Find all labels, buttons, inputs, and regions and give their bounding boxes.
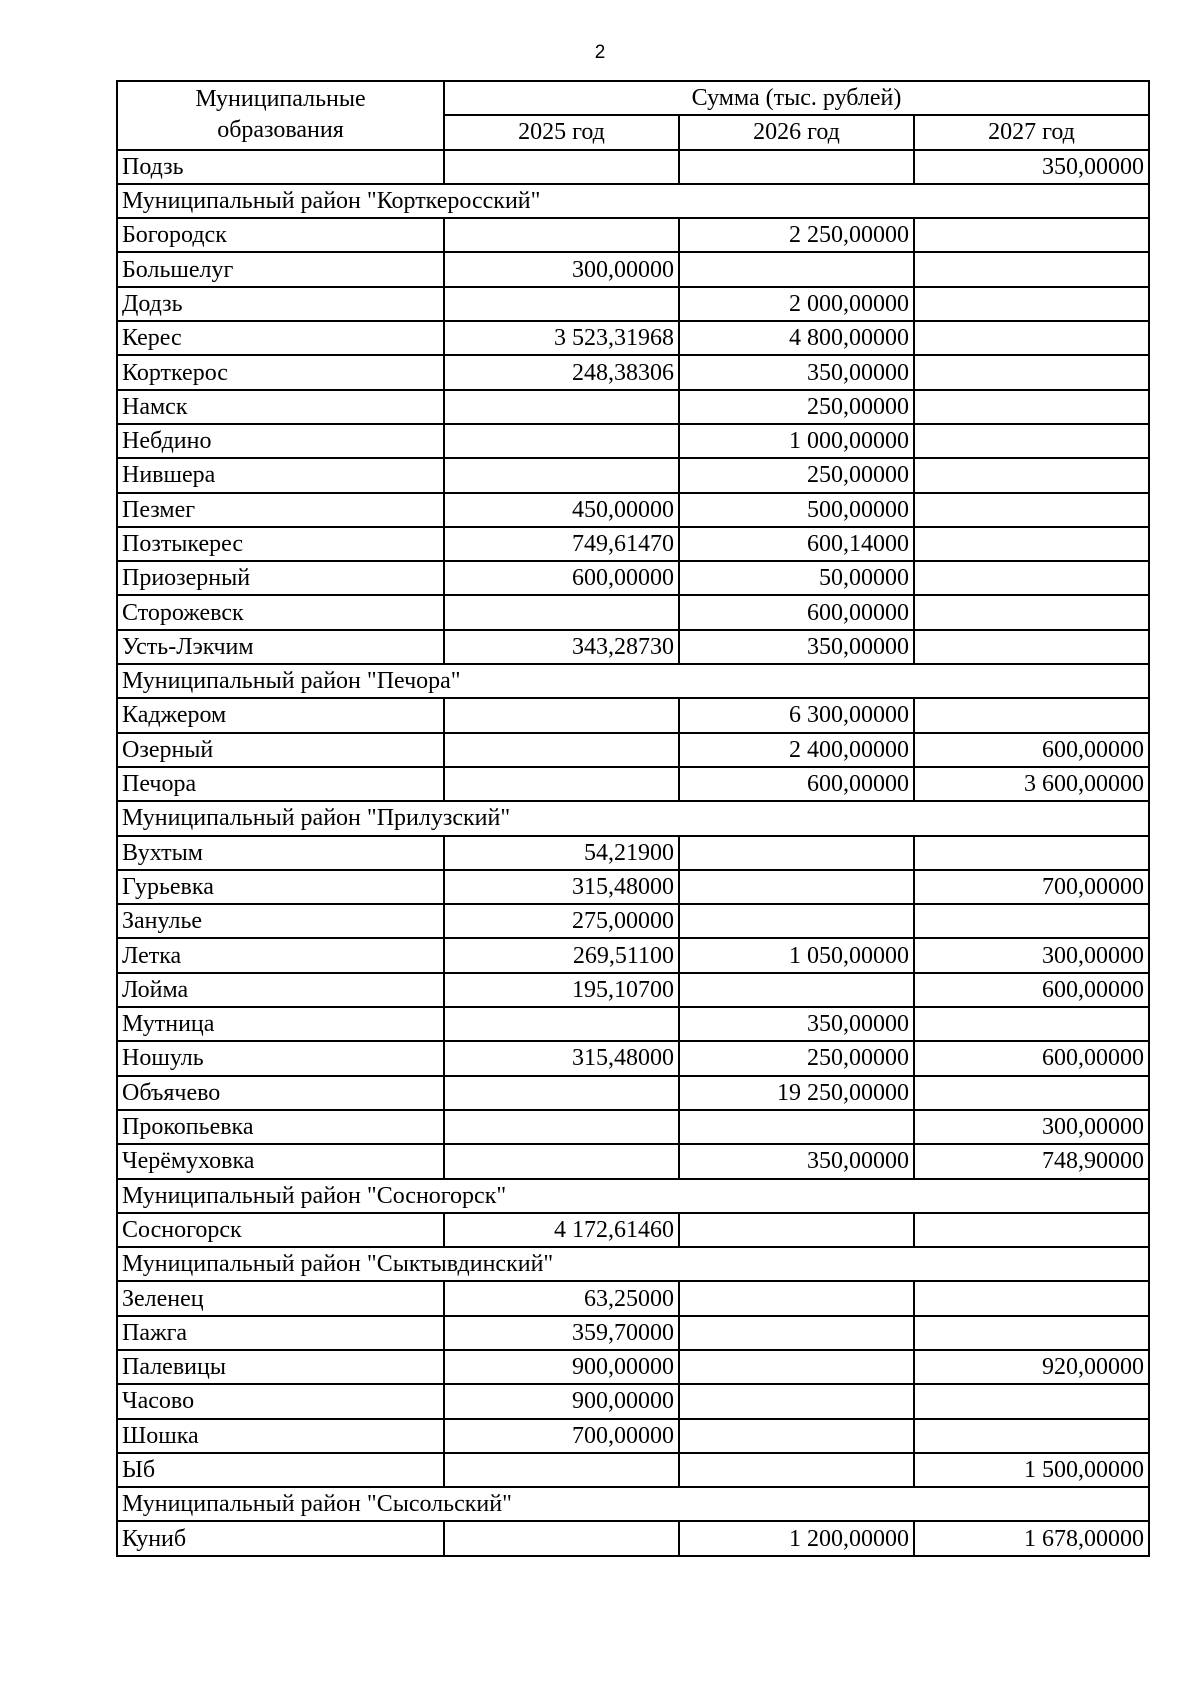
municipality-name: Намск: [117, 390, 444, 424]
municipality-name: Занулье: [117, 904, 444, 938]
amount-2025: 300,00000: [444, 252, 679, 286]
table-row: [117, 1144, 1149, 1178]
amount-2027: [914, 1384, 1149, 1418]
municipality-name: Летка: [117, 938, 444, 972]
amount-2025: [444, 733, 679, 767]
table-row: [117, 1453, 1149, 1487]
municipality-name: Черёмуховка: [117, 1144, 444, 1178]
table-row: [117, 527, 1149, 561]
municipality-name: Мутница: [117, 1007, 444, 1041]
table-row: [117, 836, 1149, 870]
district-row: [117, 664, 1149, 698]
amount-2026: [679, 150, 914, 184]
amount-2025: 275,00000: [444, 904, 679, 938]
municipality-name: Керес: [117, 321, 444, 355]
municipality-name: Каджером: [117, 698, 444, 732]
amount-2025: 3 523,31968: [444, 321, 679, 355]
table-row: [117, 1213, 1149, 1247]
table-row: [117, 321, 1149, 355]
amount-2026: [679, 1384, 914, 1418]
district-name: Муниципальный район "Сосногорск": [117, 1179, 1149, 1213]
municipality-name: Сторожевск: [117, 595, 444, 629]
amount-2025: 54,21900: [444, 836, 679, 870]
amount-2026: 350,00000: [679, 1007, 914, 1041]
table-row: [117, 904, 1149, 938]
amount-2027: [914, 595, 1149, 629]
amount-2026: 600,00000: [679, 595, 914, 629]
header-municipal-line1: Муниципальные: [195, 86, 366, 113]
table-row: [117, 1521, 1149, 1555]
amount-2027: [914, 252, 1149, 286]
amount-2025: 343,28730: [444, 630, 679, 664]
table-row: [117, 424, 1149, 458]
amount-2027: [914, 527, 1149, 561]
header-municipal-line2: образования: [217, 117, 344, 144]
amount-2027: [914, 493, 1149, 527]
amount-2025: 700,00000: [444, 1419, 679, 1453]
amount-2027: [914, 218, 1149, 252]
municipality-name: Большелуг: [117, 252, 444, 286]
table-row: [117, 870, 1149, 904]
district-name: Муниципальный район "Сыктывдинский": [117, 1247, 1149, 1281]
amount-2026: 350,00000: [679, 1144, 914, 1178]
municipality-name: Подзь: [117, 150, 444, 184]
amount-2026: [679, 1213, 914, 1247]
budget-table: [116, 80, 1150, 1557]
amount-2025: [444, 767, 679, 801]
header-year-2026: 2026 год: [679, 115, 914, 149]
amount-2027: [914, 355, 1149, 389]
municipality-name: Лойма: [117, 973, 444, 1007]
amount-2027: [914, 1281, 1149, 1315]
table-row: [117, 287, 1149, 321]
page-number: 2: [594, 42, 606, 63]
amount-2026: 2 250,00000: [679, 218, 914, 252]
municipality-name: Корткерос: [117, 355, 444, 389]
amount-2026: 1 200,00000: [679, 1521, 914, 1555]
amount-2025: [444, 698, 679, 732]
amount-2025: 4 172,61460: [444, 1213, 679, 1247]
district-row: [117, 801, 1149, 835]
amount-2025: 900,00000: [444, 1350, 679, 1384]
header-year-2027: 2027 год: [914, 115, 1149, 149]
amount-2025: [444, 218, 679, 252]
amount-2027: [914, 630, 1149, 664]
amount-2027: [914, 424, 1149, 458]
table-body: [117, 150, 1149, 1556]
amount-2026: [679, 1453, 914, 1487]
amount-2026: [679, 1110, 914, 1144]
amount-2027: 748,90000: [914, 1144, 1149, 1178]
amount-2026: 4 800,00000: [679, 321, 914, 355]
municipality-name: Вухтым: [117, 836, 444, 870]
table-row: [117, 1384, 1149, 1418]
table-row: [117, 1007, 1149, 1041]
amount-2027: 600,00000: [914, 733, 1149, 767]
amount-2025: 63,25000: [444, 1281, 679, 1315]
amount-2027: [914, 1316, 1149, 1350]
district-name: Муниципальный район "Корткеросский": [117, 184, 1149, 218]
amount-2027: 1 678,00000: [914, 1521, 1149, 1555]
amount-2026: 2 400,00000: [679, 733, 914, 767]
amount-2027: [914, 1076, 1149, 1110]
municipality-name: Усть-Лэкчим: [117, 630, 444, 664]
district-name: Муниципальный район "Прилузский": [117, 801, 1149, 835]
amount-2027: [914, 458, 1149, 492]
amount-2027: [914, 836, 1149, 870]
amount-2025: [444, 458, 679, 492]
municipality-name: Прокопьевка: [117, 1110, 444, 1144]
table-row: [117, 1419, 1149, 1453]
amount-2025: [444, 1076, 679, 1110]
header-year-2025: 2025 год: [444, 115, 679, 149]
amount-2027: 1 500,00000: [914, 1453, 1149, 1487]
district-name: Муниципальный район "Печора": [117, 664, 1149, 698]
amount-2025: [444, 150, 679, 184]
amount-2026: [679, 904, 914, 938]
amount-2025: [444, 1110, 679, 1144]
amount-2026: 50,00000: [679, 561, 914, 595]
header-row: [117, 81, 1149, 115]
table-row: [117, 561, 1149, 595]
amount-2025: 450,00000: [444, 493, 679, 527]
amount-2027: 300,00000: [914, 1110, 1149, 1144]
table-row: [117, 767, 1149, 801]
district-name: Муниципальный район "Сысольский": [117, 1487, 1149, 1521]
amount-2027: 700,00000: [914, 870, 1149, 904]
amount-2027: [914, 1007, 1149, 1041]
amount-2027: 600,00000: [914, 1041, 1149, 1075]
amount-2025: 600,00000: [444, 561, 679, 595]
district-row: [117, 1179, 1149, 1213]
amount-2025: 359,70000: [444, 1316, 679, 1350]
table-row: [117, 1076, 1149, 1110]
amount-2025: [444, 424, 679, 458]
amount-2026: 1 050,00000: [679, 938, 914, 972]
table-row: [117, 595, 1149, 629]
amount-2026: [679, 1316, 914, 1350]
municipality-name: Объячево: [117, 1076, 444, 1110]
amount-2027: [914, 561, 1149, 595]
table-row: [117, 493, 1149, 527]
municipality-name: Печора: [117, 767, 444, 801]
amount-2026: [679, 252, 914, 286]
amount-2027: 300,00000: [914, 938, 1149, 972]
amount-2026: 6 300,00000: [679, 698, 914, 732]
municipality-name: Часово: [117, 1384, 444, 1418]
municipality-name: Пажга: [117, 1316, 444, 1350]
municipality-name: Шошка: [117, 1419, 444, 1453]
municipality-name: Богородск: [117, 218, 444, 252]
amount-2027: [914, 1213, 1149, 1247]
amount-2027: 3 600,00000: [914, 767, 1149, 801]
table-row: [117, 733, 1149, 767]
amount-2027: 350,00000: [914, 150, 1149, 184]
municipality-name: Сосногорск: [117, 1213, 444, 1247]
amount-2026: 600,14000: [679, 527, 914, 561]
amount-2025: 900,00000: [444, 1384, 679, 1418]
table-row: [117, 355, 1149, 389]
amount-2027: 920,00000: [914, 1350, 1149, 1384]
amount-2025: 269,51100: [444, 938, 679, 972]
amount-2026: [679, 1281, 914, 1315]
amount-2026: 1 000,00000: [679, 424, 914, 458]
table-row: [117, 1316, 1149, 1350]
table-row: [117, 1110, 1149, 1144]
amount-2026: [679, 973, 914, 1007]
amount-2027: 600,00000: [914, 973, 1149, 1007]
amount-2025: [444, 1007, 679, 1041]
amount-2025: 315,48000: [444, 870, 679, 904]
table-row: [117, 630, 1149, 664]
municipality-name: Озерный: [117, 733, 444, 767]
municipality-name: Небдино: [117, 424, 444, 458]
table-row: [117, 1281, 1149, 1315]
municipality-name: Позтыкерес: [117, 527, 444, 561]
amount-2027: [914, 390, 1149, 424]
municipality-name: Зеленец: [117, 1281, 444, 1315]
amount-2025: [444, 287, 679, 321]
amount-2027: [914, 321, 1149, 355]
amount-2026: 2 000,00000: [679, 287, 914, 321]
amount-2025: [444, 1144, 679, 1178]
municipality-name: Приозерный: [117, 561, 444, 595]
header-municipal-formations: [117, 81, 444, 150]
amount-2025: 195,10700: [444, 973, 679, 1007]
amount-2025: 315,48000: [444, 1041, 679, 1075]
table-row: [117, 458, 1149, 492]
amount-2026: 350,00000: [679, 630, 914, 664]
amount-2026: [679, 836, 914, 870]
amount-2026: 19 250,00000: [679, 1076, 914, 1110]
district-row: [117, 1487, 1149, 1521]
table-row: [117, 218, 1149, 252]
table-row: [117, 252, 1149, 286]
table-row: [117, 973, 1149, 1007]
table-row: [117, 150, 1149, 184]
amount-2025: [444, 390, 679, 424]
amount-2026: [679, 870, 914, 904]
table-row: [117, 1041, 1149, 1075]
amount-2026: 600,00000: [679, 767, 914, 801]
table-row: [117, 1350, 1149, 1384]
municipality-name: Куниб: [117, 1521, 444, 1555]
district-row: [117, 184, 1149, 218]
district-row: [117, 1247, 1149, 1281]
amount-2026: [679, 1350, 914, 1384]
municipality-name: Додзь: [117, 287, 444, 321]
municipality-name: Нившера: [117, 458, 444, 492]
amount-2027: [914, 904, 1149, 938]
amount-2025: 248,38306: [444, 355, 679, 389]
municipality-name: Гурьевка: [117, 870, 444, 904]
amount-2025: [444, 595, 679, 629]
amount-2026: 350,00000: [679, 355, 914, 389]
table-row: [117, 698, 1149, 732]
municipality-name: Ношуль: [117, 1041, 444, 1075]
amount-2025: [444, 1521, 679, 1555]
municipality-name: Ыб: [117, 1453, 444, 1487]
header-sum-title: Сумма (тыс. рублей): [444, 81, 1149, 115]
municipality-name: Палевицы: [117, 1350, 444, 1384]
amount-2026: 250,00000: [679, 1041, 914, 1075]
table-row: [117, 390, 1149, 424]
municipality-name: Пезмег: [117, 493, 444, 527]
amount-2026: 250,00000: [679, 458, 914, 492]
amount-2026: 500,00000: [679, 493, 914, 527]
amount-2025: 749,61470: [444, 527, 679, 561]
amount-2026: [679, 1419, 914, 1453]
amount-2027: [914, 1419, 1149, 1453]
amount-2027: [914, 698, 1149, 732]
amount-2025: [444, 1453, 679, 1487]
table-row: [117, 938, 1149, 972]
amount-2026: 250,00000: [679, 390, 914, 424]
amount-2027: [914, 287, 1149, 321]
